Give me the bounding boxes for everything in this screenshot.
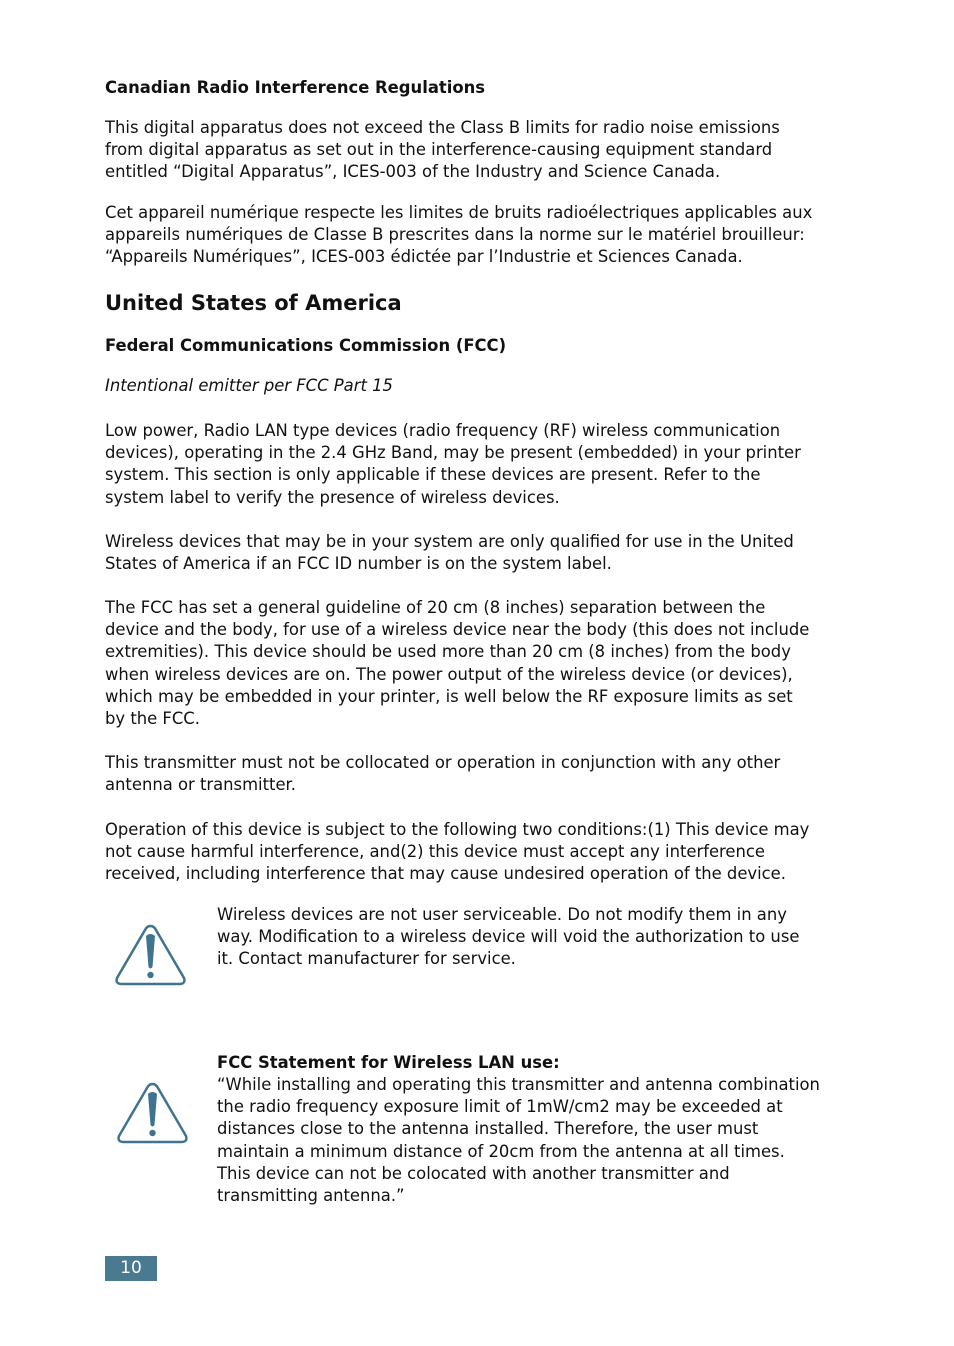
text-line: received, including interference that may cause undesired operation of the device.: [105, 864, 786, 884]
paragraph-fcc-2: [105, 531, 794, 575]
text-line: The FCC has set a general guideline of 20 cm (8 inches) separation between the: [105, 598, 766, 617]
heading-canadian-regulations: Canadian Radio Interference Regulations: [105, 78, 486, 97]
text-line: Wireless devices that may be in your system are only qualified for use in the United: [105, 532, 794, 551]
text-line: appareils numériques de Classe B prescrites dans la norme sur le matériel brouilleur:: [105, 225, 805, 245]
text-line: way. Modification to a wireless device will void the authorization to use: [217, 927, 800, 947]
heading-fcc-statement-wlan: FCC Statement for Wireless LAN use:: [217, 1053, 560, 1072]
text-line: system label to verify the presence of wireless devices.: [105, 487, 560, 507]
warning-icon: [115, 1080, 190, 1146]
heading-usa: United States of America: [105, 291, 402, 315]
text-line: which may be embedded in your printer, is well below the RF exposure limits as set: [105, 686, 793, 706]
text-line: Wireless devices are not user serviceable. Do not modify them in any: [217, 905, 787, 924]
text-line: it. Contact manufacturer for service.: [217, 949, 516, 969]
fcc-statement-wlan-text: [217, 1074, 820, 1207]
text-line: antenna or transmitter.: [105, 775, 296, 795]
text-line: system. This section is only applicable if these devices are present. Refer to the: [105, 465, 761, 485]
warning-icon: [113, 922, 188, 988]
text-line: not cause harmful interference, and(2) this device must accept any interference: [105, 842, 766, 862]
page-number: 10: [105, 1256, 157, 1281]
text-line: distances close to the antenna installed. Therefore, the user must: [217, 1119, 759, 1139]
text-line: devices), operating in the 2.4 GHz Band, may be present (embedded) in your printer: [105, 443, 801, 463]
text-line: transmitting antenna.”: [217, 1186, 405, 1206]
text-line: by the FCC.: [105, 709, 200, 729]
text-line: “While installing and operating this transmitter and antenna combination: [217, 1075, 820, 1094]
paragraph-fcc-5: [105, 819, 809, 886]
text-line: This transmitter must not be collocated or operation in conjunction with any other: [105, 753, 781, 772]
warning-wireless-not-serviceable: [217, 904, 799, 971]
text-line: “Appareils Numériques”, ICES-003 édictée par l’Industrie et Sciences Canada.: [105, 247, 743, 267]
text-line: States of America if an FCC ID number is on the system label.: [105, 554, 612, 574]
text-line: This digital apparatus does not exceed the Class B limits for radio noise emissions: [105, 118, 780, 137]
text-line: entitled “Digital Apparatus”, ICES-003 of the Industry and Science Canada.: [105, 162, 721, 182]
text-line: from digital apparatus as set out in the interference-causing equipment standard: [105, 140, 773, 160]
text-line: Cet appareil numérique respecte les limites de bruits radioélectriques applicables aux: [105, 203, 813, 222]
text-line: device and the body, for use of a wireless device near the body (this does not include: [105, 620, 810, 640]
text-line: the radio frequency exposure limit of 1mW/cm2 may be exceeded at: [217, 1097, 783, 1117]
text-line: maintain a minimum distance of 20cm from the antenna at all times.: [217, 1141, 785, 1161]
text-line: Operation of this device is subject to the following two conditions:(1) This device may: [105, 820, 810, 839]
heading-fcc: Federal Communications Commission (FCC): [105, 336, 507, 355]
subheading-intentional-emitter: Intentional emitter per FCC Part 15: [105, 376, 393, 395]
text-line: when wireless devices are on. The power output of the wireless device (or devices),: [105, 664, 793, 684]
paragraph-canada-english: [105, 117, 780, 184]
paragraph-fcc-4: [105, 752, 780, 796]
text-line: This device can not be colocated with another transmitter and: [217, 1163, 730, 1183]
text-line: extremities). This device should be used more than 20 cm (8 inches) from the body: [105, 642, 791, 662]
paragraph-canada-french: [105, 202, 812, 269]
text-line: Low power, Radio LAN type devices (radio frequency (RF) wireless communication: [105, 421, 781, 440]
paragraph-fcc-3: [105, 597, 809, 730]
paragraph-fcc-1: [105, 420, 801, 509]
